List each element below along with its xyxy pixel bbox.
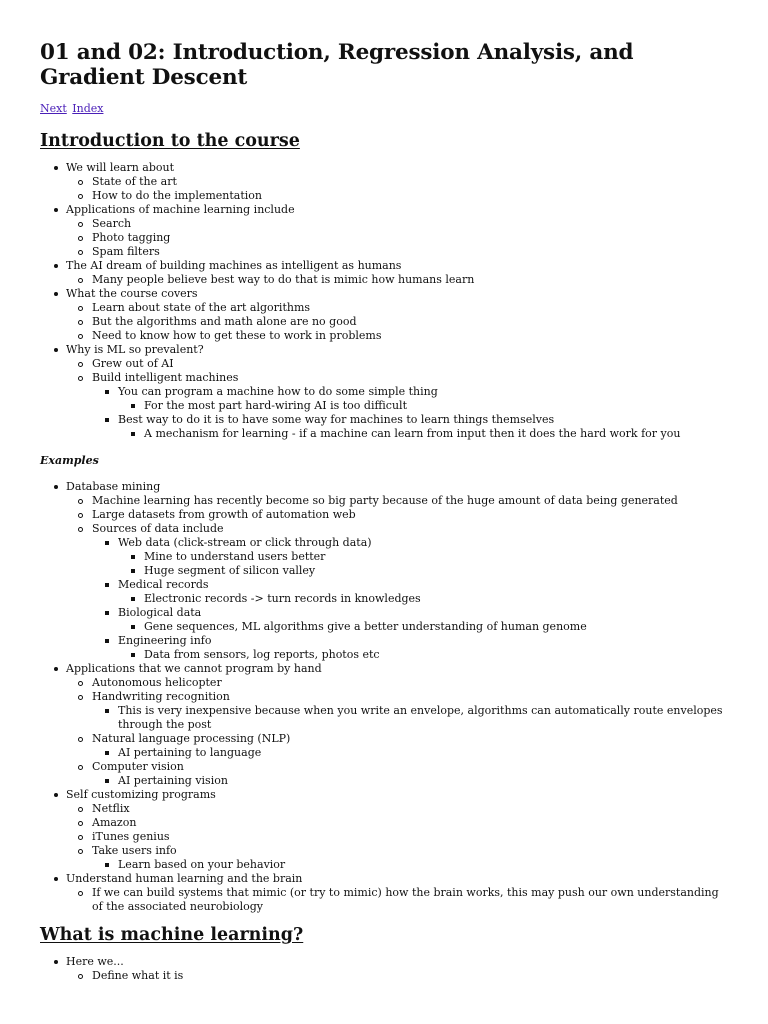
list-item-text: For the most part hard-wiring AI is too difficult [144, 399, 407, 412]
list-item [66, 522, 728, 662]
nested-list [92, 704, 728, 732]
list-item [66, 830, 728, 844]
list-item-text: Computer vision [92, 760, 184, 773]
list-item-text: If we can build systems that mimic (or try to mimic) how the brain works, this may push our own understanding of the associated neurobiology [92, 886, 719, 913]
list-item-text: Understand human learning and the brain [66, 872, 303, 885]
list-item [66, 816, 728, 830]
list-item-text: Web data (click-stream or click through data) [118, 536, 372, 549]
section-heading-introduction: Introduction to the course [40, 131, 300, 151]
list-item-text: Engineering info [118, 634, 212, 647]
list-item [66, 315, 728, 329]
nested-list [92, 746, 728, 760]
list-item-text: What the course covers [66, 287, 198, 300]
list-item-text: Take users info [92, 844, 177, 857]
list-item [92, 774, 728, 788]
list-item [66, 189, 728, 203]
list-item-text: iTunes genius [92, 830, 170, 843]
nested-list [66, 273, 728, 287]
list-item-text: Handwriting recognition [92, 690, 230, 703]
nested-list [66, 217, 728, 259]
list-item [66, 969, 728, 983]
list-item-text: State of the art [92, 175, 177, 188]
nested-list [66, 802, 728, 872]
index-link[interactable]: Index [72, 102, 104, 115]
nested-list [66, 175, 728, 203]
nested-list [118, 592, 728, 606]
list-item [118, 427, 728, 441]
intro-list [40, 161, 728, 441]
list-item [66, 690, 728, 732]
list-item [40, 788, 728, 872]
nested-list [66, 357, 728, 441]
list-item [118, 620, 728, 634]
list-item-text: You can program a machine how to do some simple thing [118, 385, 438, 398]
list-item [92, 746, 728, 760]
list-item [66, 217, 728, 231]
nested-list [92, 385, 728, 441]
nested-list [66, 886, 728, 914]
list-item [66, 844, 728, 872]
list-item-text: Autonomous helicopter [92, 676, 222, 689]
list-item [66, 175, 728, 189]
list-item [40, 955, 728, 983]
list-item-text: Best way to do it is to have some way for machines to learn things themselves [118, 413, 555, 426]
list-item [92, 413, 728, 441]
list-item-text: Amazon [92, 816, 137, 829]
list-item [66, 886, 728, 914]
list-item-text: Need to know how to get these to work in problems [92, 329, 382, 342]
list-item [66, 371, 728, 441]
list-item [118, 399, 728, 413]
list-item-text: AI pertaining vision [118, 774, 228, 787]
list-item [118, 550, 728, 564]
list-item-text: Data from sensors, log reports, photos etc [144, 648, 380, 661]
list-item [40, 480, 728, 662]
list-item-text: Electronic records -> turn records in knowledges [144, 592, 421, 605]
list-item-text: This is very inexpensive because when you write an envelope, algorithms can automatically route envelopes through the post [118, 704, 723, 731]
nested-list [66, 676, 728, 788]
nested-list [66, 494, 728, 662]
list-item [40, 343, 728, 441]
section-heading-what-is-ml: What is machine learning? [40, 925, 304, 945]
nested-list [118, 427, 728, 441]
list-item-text: Medical records [118, 578, 209, 591]
list-item-text: Biological data [118, 606, 202, 619]
list-item [66, 508, 728, 522]
list-item [66, 802, 728, 816]
list-item [66, 273, 728, 287]
nested-list [118, 648, 728, 662]
list-item [92, 536, 728, 578]
nested-list [92, 536, 728, 662]
nested-list [92, 858, 728, 872]
page-title: 01 and 02: Introduction, Regression Analysis, and Gradient Descent [40, 40, 634, 90]
list-item-text: Why is ML so prevalent? [66, 343, 204, 356]
list-item [118, 564, 728, 578]
nested-list [118, 399, 728, 413]
list-item [66, 494, 728, 508]
list-item [92, 858, 728, 872]
list-item-text: Sources of data include [92, 522, 224, 535]
list-item-text: Define what it is [92, 969, 184, 982]
list-item [92, 578, 728, 606]
list-item-text: Self customizing programs [66, 788, 216, 801]
list-item-text: But the algorithms and math alone are no good [92, 315, 357, 328]
list-item [40, 259, 728, 287]
list-item [40, 161, 728, 203]
list-item-text: How to do the implementation [92, 189, 263, 202]
list-item [40, 203, 728, 259]
list-item-text: Database mining [66, 480, 161, 493]
list-item-text: Netflix [92, 802, 130, 815]
list-item-text: Huge segment of silicon valley [144, 564, 316, 577]
what-is-ml-list [40, 955, 728, 983]
examples-list [40, 480, 728, 914]
examples-heading: Examples [40, 454, 99, 467]
list-item-text: Applications of machine learning include [66, 203, 295, 216]
list-item-text: Search [92, 217, 132, 230]
list-item [118, 648, 728, 662]
list-item-text: Gene sequences, ML algorithms give a better understanding of human genome [144, 620, 587, 633]
list-item [66, 329, 728, 343]
list-item [92, 606, 728, 634]
list-item-text: Learn about state of the art algorithms [92, 301, 311, 314]
list-item-text: Large datasets from growth of automation web [92, 508, 356, 521]
nested-list [66, 301, 728, 343]
list-item [66, 760, 728, 788]
list-item-text: Spam filters [92, 245, 160, 258]
nested-list [92, 774, 728, 788]
list-item [66, 231, 728, 245]
list-item-text: A mechanism for learning - if a machine can learn from input then it does the hard work for you [144, 427, 681, 440]
nav-links [40, 102, 728, 116]
list-item-text: Applications that we cannot program by hand [66, 662, 322, 675]
list-item-text: Natural language processing (NLP) [92, 732, 291, 745]
list-item [40, 872, 728, 914]
list-item [66, 676, 728, 690]
list-item [66, 301, 728, 315]
list-item [92, 704, 728, 732]
list-item [66, 245, 728, 259]
list-item [66, 732, 728, 760]
list-item [92, 385, 728, 413]
nested-list [66, 969, 728, 983]
nested-list [118, 620, 728, 634]
list-item [40, 662, 728, 788]
next-link[interactable]: Next [40, 102, 67, 115]
list-item-text: The AI dream of building machines as intelligent as humans [66, 259, 402, 272]
list-item [66, 357, 728, 371]
list-item [92, 634, 728, 662]
list-item-text: Learn based on your behavior [118, 858, 286, 871]
list-item [40, 287, 728, 343]
list-item-text: Here we... [66, 955, 124, 968]
list-item-text: Machine learning has recently become so big party because of the huge amount of data being generated [92, 494, 678, 507]
list-item-text: Grew out of AI [92, 357, 174, 370]
list-item-text: Mine to understand users better [144, 550, 326, 563]
list-item-text: We will learn about [66, 161, 175, 174]
list-item [118, 592, 728, 606]
list-item-text: Build intelligent machines [92, 371, 239, 384]
list-item-text: Photo tagging [92, 231, 171, 244]
list-item-text: AI pertaining to language [118, 746, 262, 759]
nested-list [118, 550, 728, 578]
list-item-text: Many people believe best way to do that is mimic how humans learn [92, 273, 475, 286]
